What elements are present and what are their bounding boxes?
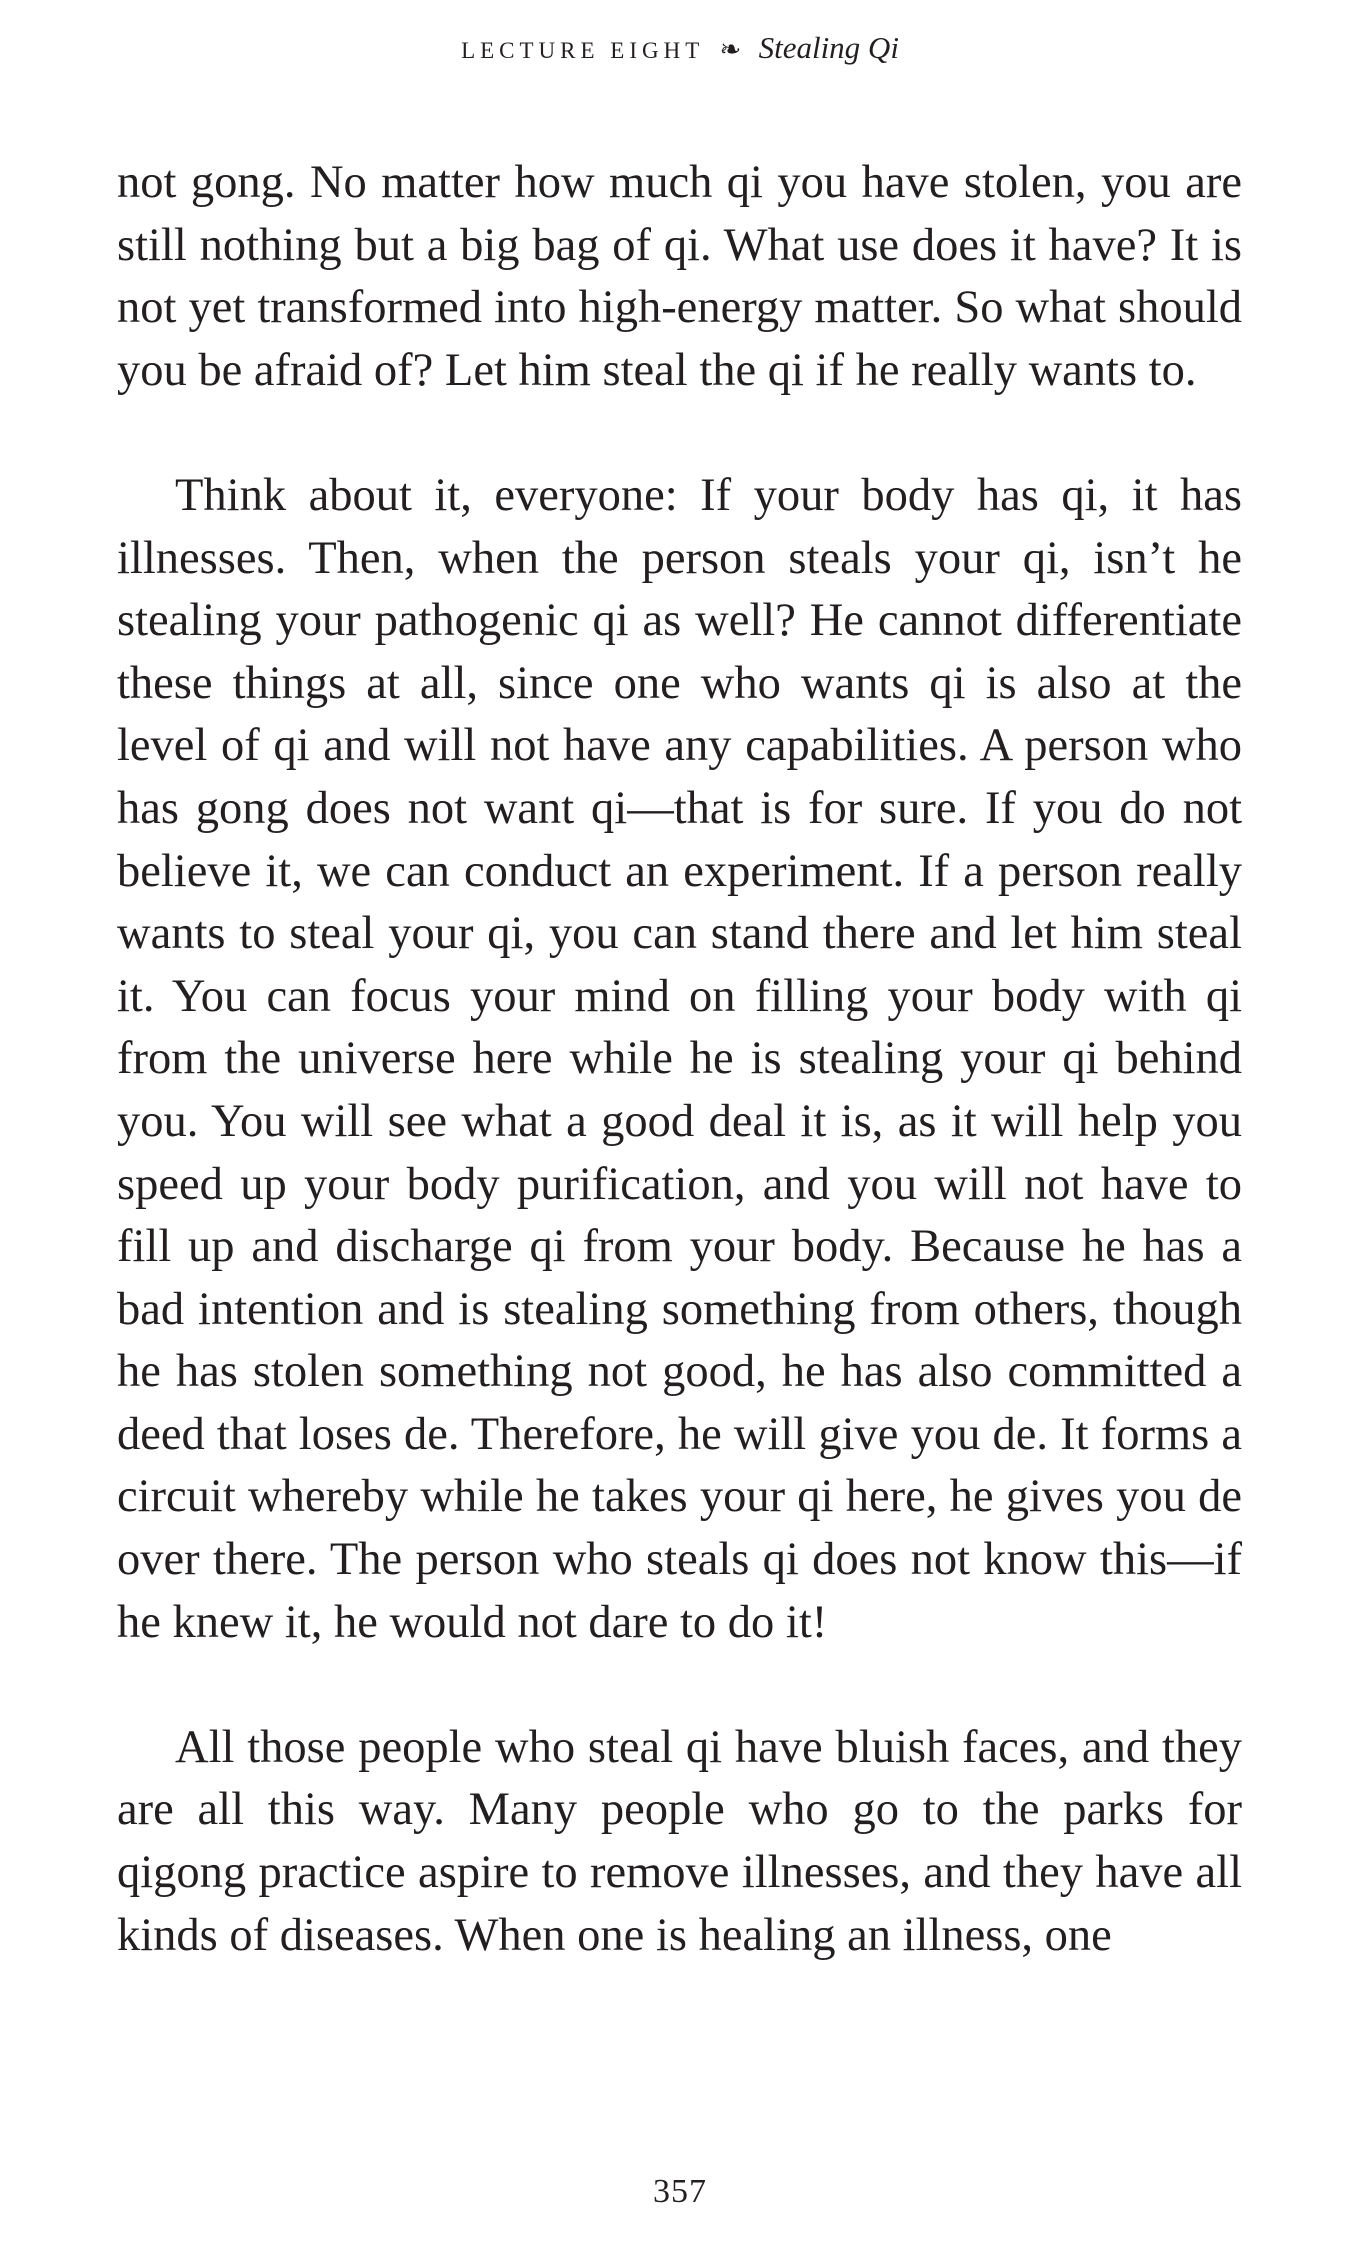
paragraph: Think about it, everyone: If your body has qi, it has illnesses. Then, when the person steals your qi, isn’t he stealing your pathogenic qi as well? He cannot differentiate these things at all, since one who wants qi is also at the level of qi and will not have any capabilities. A person who has gong does not want qi—that is for sure. If you do not believe it, we can conduct an experiment. If a person really wants to steal your qi, you can stand there and let him steal it. You can focus your mind on filling your body with qi from the universe here while he is stealing your qi behind you. You will see what a good deal it is, as it will help you speed up your body purification, and you will not have to fill up and discharge qi from your body. Because he has a bad intention and is stealing something from others, though he has stolen something not good, he has also committed a deed that loses de. Therefore, he will give you de. It forms a circuit whereby while he takes your qi here, he gives you de over there. The person who steals qi does not know this—if he knew it, he would not dare to do it!	[117, 469, 1242, 1648]
paragraph-continued: not gong. No matter how much qi you have stolen, you are still nothing but a big bag of qi. What use does it have? It is not yet transformed into high-energy matter. So what should you be afraid of? Let him steal the qi if he really wants to.	[117, 157, 1242, 396]
paragraph: All those people who steal qi have bluish faces, and they are all this way. Many people who go to the parks for qigong practice aspire to remove illnesses, and they have all kinds of diseases. When one is healing an illness, one	[117, 1721, 1242, 1961]
body-text	[117, 152, 1242, 1967]
running-head	[0, 28, 1360, 71]
page-number: 357	[653, 2173, 707, 2210]
fleuron-ornament-icon: ❧	[719, 35, 742, 64]
chapter-title: LECTURE EIGHT	[461, 38, 705, 63]
section-title: Stealing Qi	[758, 30, 899, 65]
